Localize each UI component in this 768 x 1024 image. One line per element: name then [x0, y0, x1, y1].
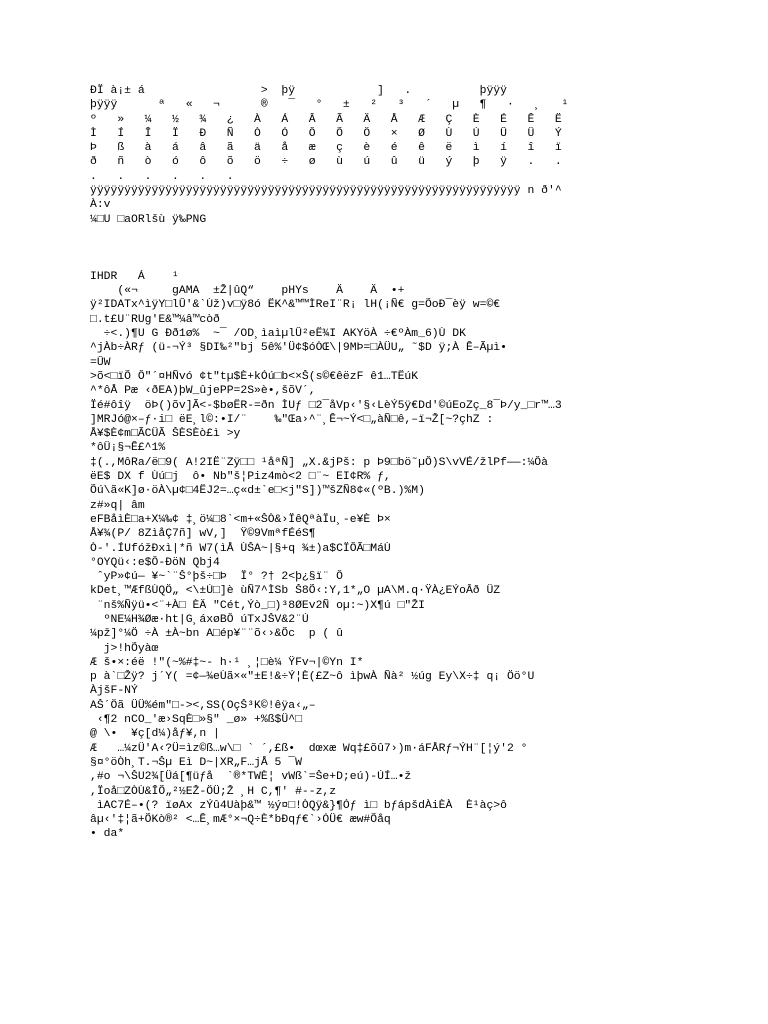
text-line: IHDR Á ¹ — [90, 270, 179, 283]
document-body — [90, 84, 760, 842]
text-line: °OYQü‹:e$Ô-ÐöN Qbj4 — [90, 556, 220, 569]
text-line: ÿÿÿÿÿÿÿÿÿÿÿÿÿÿÿÿÿÿÿÿÿÿÿÿÿÿÿÿÿÿÿÿÿÿÿÿÿÿÿÿÿÿÿÿÿÿÿÿÿÿÿÿÿÿÿÿÿÿÿÿÿÿÿ n ð'^ — [90, 185, 562, 198]
text-line: ð ñ ò ó ô õ ö ÷ ø ù ú û ü ý þ ÿ . . — [90, 156, 562, 169]
text-line: ]MRJó@×–ƒ·i□ ëE¸l©:•I/¨ ‰"Œa›^¨¸Ê¬~Ý<□„àÑ□ê,–ï¬Ž[~?çhZ : — [90, 413, 494, 426]
text-line: Ò-'.ÍUfóžÐxì|*ñ W7(ìÅ ÙŠA~|§+q ¾±)a$CÏÔÃ□MáÙ — [90, 542, 391, 555]
text-line: Æ š•×:éë !"(~%#‡~- h·¹ ¸¦□è¼ ŸFv¬|©Yn I* — [90, 656, 364, 669]
text-line: ^*ôÅ Pæ ‹ðEA)þW_ûjePP=2S»è•,šõV´, — [90, 385, 316, 398]
text-line: □.t£U¨RUg'E&™¼â™còð — [90, 313, 220, 326]
text-line: z#»q| âm — [90, 499, 145, 512]
blank-line — [90, 241, 760, 255]
text-line: Ì Í Î Ï Ð Ñ Ò Ó Ô Õ Ö × Ø Ù Ú Û Ü Ý — [90, 127, 562, 140]
text-line: ÀjšF-NÝ — [90, 685, 138, 698]
text-line: Å¥$È¢m□ÃCÜÃ ŠÈSÈò£ì >y — [90, 428, 241, 441]
text-line: Æ …¼zÜ'A‹?Ü=ìz©ß…w\□ ` ´,£ß• dœxæ Wq‡£õû7›)m·áFÅRƒ¬ÝH¨[¦ý'2 ° — [90, 742, 528, 755]
text-line: . . . . . . — [90, 170, 234, 183]
text-line: ëE$ DX f Ùú□j ô• Nb"š¦Piz4mò<2 □¨~ EI¢R% ƒ, — [90, 471, 391, 484]
text-line: Ïé#ôîÿ öÞ()õv]Ã<-$bøËR-=ðn ÌUƒ □2¯åVp‹'§‹LèÝ5ÿ€Dd'©úEoZç_8¯Þ/y_□r™…3 — [90, 399, 562, 412]
text-line: ‹¶2 nCO_'æ›SqÈ□»§" _ø» +%ß$Ü^□ — [90, 714, 302, 727]
text-line: À:v — [90, 199, 111, 212]
blank-line — [90, 227, 760, 241]
text-line: ¨nš%Ñÿü•<¨+À□ ÈÄ "Cét,Ýò_□)³8ØEv2Ñ oµ:~)X¶ú □"ŽI — [90, 599, 425, 612]
text-line: º » ¼ ½ ¾ ¿ À Á Â Ã Ä Å Æ Ç È É Ê Ë — [90, 113, 562, 126]
text-line: ,Ïoå□ZÒÙ&ÎÕ„²½EŽ-ÖÜ;Ž ¸H C,¶' #--z,z — [90, 785, 337, 798]
text-line: ˆyP»¢ú— ¥~`¨Š°þš÷□Þ Ï° ?† 2<þ¿§ï¨ Ô — [90, 571, 343, 584]
text-line: *ôÜ¡§¬Ê£^1% — [90, 442, 166, 455]
text-line: eFBåìÈ□a+X¼‰¢ ‡¸ö¼□8`<m+«ŠÒ&›ÏêQªàÏu¸-e¥È Þ× — [90, 513, 391, 526]
text-line: ¼□U □aORlšù ÿ‰PNG — [90, 213, 207, 226]
text-line: Å¥¾(P/ 8ZìåÇ7ñ] wV,] Ÿ©9VmªfÉéS¶ — [90, 528, 316, 541]
text-line: («¬ gAMA ±Ž|ûQ“ pHYs Ä Ä •+ — [90, 285, 405, 298]
text-line: ¼pž]°¼Ö ÷À ±À~bn A□ép¥¨¨õ‹›&Õc p ( û — [90, 628, 343, 641]
text-line: =ÛW — [90, 356, 111, 369]
text-line: >õ<□ïÕ Ô"´¤HÑvó ¢t"tµ$È+kÓú□b<×Š(s©€êëzF ê1…TËúK — [90, 370, 419, 383]
text-line: Õú\ã«K]ø·öÀ\µ¢□4ËJ2=…ç«d±`e□<j"S])™šZÑ8¢«(ºB.)%M) — [90, 485, 425, 498]
text-line: ,#o ¬\ŠU2¾[Üá[¶üƒå `®*TWÈ¦ vWß`=Še+D;eú)-ÚÍ…•ž — [90, 771, 412, 784]
text-line: ºNE¼H¾Øæ·ht|G¸áxøBÔ úTxJŠV&2¨Ú — [90, 613, 309, 626]
text-line: • da* — [90, 828, 125, 841]
text-line: p à`□Žÿ? j´Y( =¢—¾eÙã×«"±E!&÷Ý¦È(£Z~ô ìþwÀ Ñà² ½úg Ey\X÷‡ q¡ Öö°U — [90, 671, 535, 684]
text-line: kDet¸™ÆfßÙQÖ„ <\±Ú□]è ùÑ7^ÌSb Š8Õ‹:Y,1*„O µA\M.q·ŸÀ¿EÝoÂð ÜZ — [90, 585, 501, 598]
text-line: ^jÀb÷ÀRƒ (ü-¬Ý³ §DI‰²"bj 5ê%'Ü¢$óÒŒ\|9MÞ=□ÀÜU„ ˜$D ÿ;À Ê–Ãµì• — [90, 342, 507, 355]
text-line: âµ‹'‡¦ã+ÕKò®² <…Ê¸mÆ°×¬Q÷È*bÐqƒ€`›ÓÜ€ æw#Õåq — [90, 814, 391, 827]
text-line: þÿÿÿ ª « ¬ ® ¯ ° ± ² ³ ´ µ ¶ · ¸ ¹ — [90, 99, 569, 112]
text-line: ìAC7É–•(? ïøAx zÝû4Uàþ&™ ½ý¤□!ÒQÿ&}¶Óƒ ì□ bƒápšdÀiÈÀ È¹àç>ô — [90, 799, 507, 812]
text-line: AŠ´Öã ÜÜ%ém"□-><,SS(OçŠ³K©!êÿa‹„– — [90, 699, 316, 712]
text-line: Þ ß à á â ã ä å æ ç è é ê ë ì í î ï — [90, 142, 562, 155]
text-line: §¤°öÒh¸T.¬Šµ Eì D~|XR„F…jÅ 5 ¯W — [90, 756, 302, 769]
text-line: ÐÏ à¡± á > þÿ ] . þÿÿÿ — [90, 85, 507, 97]
text-line: @ \• ¥ç[d¼)åƒ¥,n | — [90, 728, 220, 741]
text-line: ÿ²IDATx^ìÿY□lÛ'&`Ùž)v□ÿ8ó ËK^&™™ÌReI¨R¡ lH(¡Ñ€ g=ÕoÐ¯èÿ w=©€ — [90, 299, 501, 312]
text-line: j>!hÕyàœ — [90, 642, 159, 655]
text-line: ÷<.)¶U G Ðð1ø% ~¯ /OD¸ìaìµlÛ²eË¾I AKYöÀ ÷€ºÀm_6)Ù DK — [90, 328, 466, 341]
blank-line — [90, 256, 760, 270]
text-line: ‡(.,MôRa/ë□9( A!2IË¨Zÿ□□ ¹åªÑ] „X.&jPš: p Þ9□bö˜µÔ)S\vVÉ/žlPf——:¼Ôà — [90, 456, 548, 469]
